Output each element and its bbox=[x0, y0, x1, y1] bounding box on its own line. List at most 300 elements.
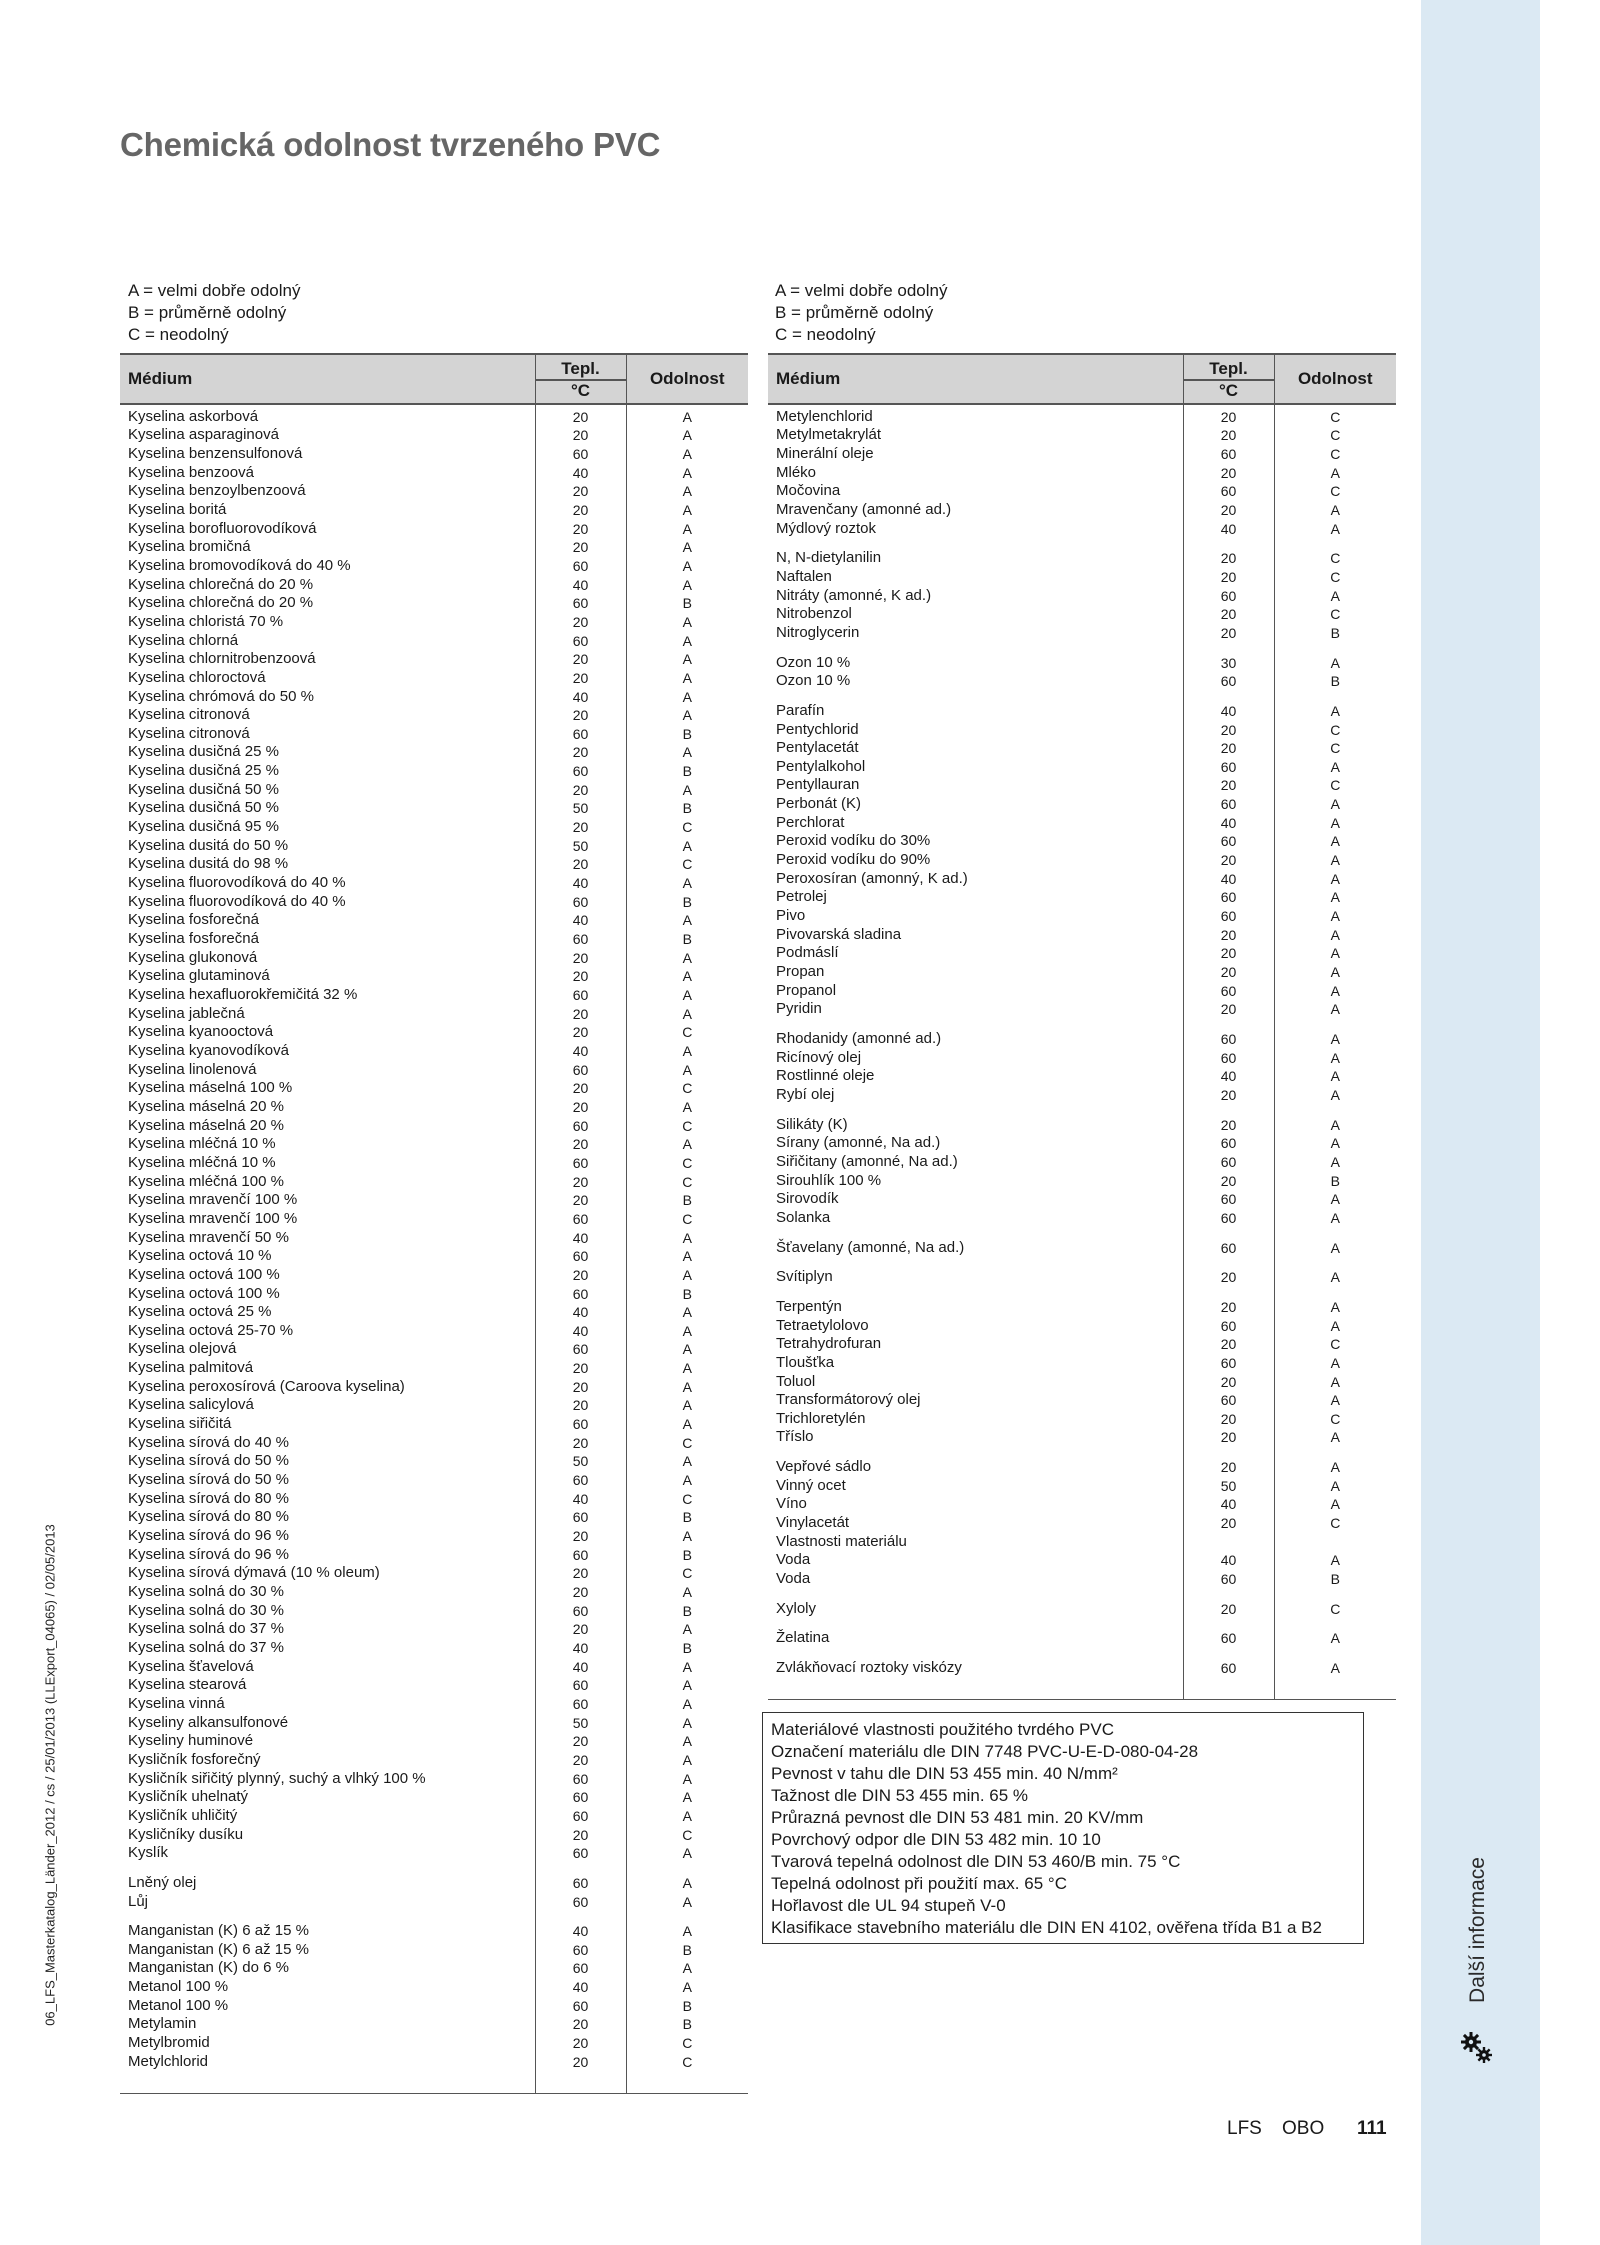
empty-cell bbox=[626, 2069, 748, 2094]
resistance-cell: A bbox=[1274, 942, 1396, 961]
table-row bbox=[120, 1170, 748, 1189]
medium-name: Kyselina askorbová bbox=[128, 407, 259, 424]
temperature-cell: 60 bbox=[535, 1543, 626, 1562]
medium-cell bbox=[120, 815, 535, 834]
medium-cell bbox=[120, 461, 535, 480]
medium-cell bbox=[768, 603, 1183, 622]
medium-cell bbox=[768, 1351, 1183, 1370]
medium-cell bbox=[768, 621, 1183, 640]
medium-cell bbox=[120, 797, 535, 816]
medium-cell bbox=[768, 1444, 1183, 1455]
medium-name: Peroxid vodíku do 90% bbox=[776, 851, 931, 868]
column-header-medium: Médium bbox=[120, 354, 535, 404]
footer-brand-obo: OBO bbox=[1282, 2118, 1325, 2139]
medium-name: Kyselina dusitá do 98 % bbox=[128, 855, 289, 872]
resistance-cell: A bbox=[626, 1468, 748, 1487]
table-row bbox=[120, 927, 748, 946]
table-row bbox=[768, 1236, 1396, 1255]
temperature-cell: 20 bbox=[1183, 1370, 1274, 1389]
table-row bbox=[768, 1474, 1396, 1493]
temperature-cell: 60 bbox=[535, 1207, 626, 1226]
temperature-cell: 20 bbox=[535, 2013, 626, 2032]
table-row bbox=[768, 1046, 1396, 1065]
empty-cell bbox=[1183, 1675, 1274, 1700]
temperature-cell: 40 bbox=[1183, 699, 1274, 718]
resistance-cell: A bbox=[626, 404, 748, 424]
temperature-cell: 20 bbox=[535, 666, 626, 685]
property-line: Tažnost dle DIN 53 455 min. 65 % bbox=[771, 1786, 1029, 1805]
table-row bbox=[768, 886, 1396, 905]
medium-cell bbox=[120, 1636, 535, 1655]
temperature-cell: 20 bbox=[535, 1095, 626, 1114]
table-row bbox=[768, 942, 1396, 961]
medium-cell bbox=[120, 554, 535, 573]
medium-cell bbox=[768, 792, 1183, 811]
temperature-cell: 20 bbox=[535, 498, 626, 517]
resistance-cell: A bbox=[1274, 1370, 1396, 1389]
column-header-unit: °C bbox=[535, 380, 626, 404]
medium-cell bbox=[120, 1207, 535, 1226]
medium-name: Mýdlový roztok bbox=[776, 519, 877, 536]
side-print-info: 06_LFS_Masterkatalog_Länder_2012 / cs / 25/01/2013 (LLExport_04065) / 02/05/2013 bbox=[42, 1524, 58, 2026]
medium-name: Nitráty (amonné, K ad.) bbox=[776, 586, 932, 603]
table-row bbox=[120, 1151, 748, 1170]
temperature-cell: 60 bbox=[535, 1692, 626, 1711]
resistance-cell: A bbox=[1274, 584, 1396, 603]
medium-cell bbox=[768, 547, 1183, 566]
medium-name: Silikáty (K) bbox=[776, 1115, 848, 1132]
property-line: Tvarová tepelná odolnost dle DIN 53 460/B min. 75 °C bbox=[771, 1852, 1181, 1871]
medium-name: Perchlorat bbox=[776, 813, 845, 830]
legend-c: C = neodolný bbox=[775, 325, 876, 344]
medium-name: Kysličník siřičitý plynný, suchý a vlhký 100 % bbox=[128, 1769, 426, 1786]
temperature-cell: 20 bbox=[1183, 1455, 1274, 1474]
temperature-cell: 20 bbox=[535, 2050, 626, 2069]
resistance-cell: A bbox=[626, 480, 748, 499]
resistance-cell: C bbox=[1274, 737, 1396, 756]
table-row bbox=[768, 1132, 1396, 1151]
medium-cell bbox=[120, 1487, 535, 1506]
temperature-cell: 50 bbox=[535, 797, 626, 816]
medium-cell bbox=[120, 1909, 535, 1920]
medium-name: Kyselina siřičitá bbox=[128, 1415, 232, 1432]
resistance-cell: A bbox=[626, 1301, 748, 1320]
property-line: Hořlavost dle UL 94 stupeň V-0 bbox=[771, 1896, 1006, 1915]
temperature-cell: 60 bbox=[1183, 1236, 1274, 1255]
temperature-cell bbox=[1183, 1444, 1274, 1455]
table-row bbox=[120, 1804, 748, 1823]
temperature-cell bbox=[535, 1909, 626, 1920]
resistance-cell: A bbox=[1274, 1455, 1396, 1474]
medium-name: Pivovarská sladina bbox=[776, 925, 902, 942]
medium-name: Kyselina kyanovodíková bbox=[128, 1041, 289, 1058]
medium-name: Mravenčany (amonné ad.) bbox=[776, 500, 952, 517]
medium-name: Kyselina benzensulfonová bbox=[128, 444, 303, 461]
resistance-cell: B bbox=[626, 1282, 748, 1301]
temperature-cell: 20 bbox=[535, 1580, 626, 1599]
medium-cell bbox=[120, 1338, 535, 1357]
medium-cell bbox=[120, 1655, 535, 1674]
medium-cell bbox=[768, 461, 1183, 480]
table-row bbox=[120, 666, 748, 685]
medium-cell bbox=[120, 1804, 535, 1823]
table-spacer-row bbox=[768, 1645, 1396, 1656]
temperature-cell bbox=[1183, 1255, 1274, 1266]
resistance-cell: A bbox=[626, 1786, 748, 1805]
page-title: Chemická odolnost tvrzeného PVC bbox=[120, 126, 661, 163]
temperature-cell: 60 bbox=[535, 554, 626, 573]
temperature-cell: 60 bbox=[535, 1994, 626, 2013]
temperature-cell: 60 bbox=[1183, 792, 1274, 811]
resistance-cell: A bbox=[1274, 1627, 1396, 1646]
temperature-cell: 20 bbox=[535, 1375, 626, 1394]
table-row bbox=[768, 1188, 1396, 1207]
table-row bbox=[120, 1356, 748, 1375]
medium-name: Močovina bbox=[776, 482, 841, 499]
medium-cell bbox=[120, 1506, 535, 1525]
resistance-cell bbox=[1274, 536, 1396, 547]
medium-cell bbox=[768, 1616, 1183, 1627]
medium-cell bbox=[120, 404, 535, 424]
medium-cell bbox=[120, 834, 535, 853]
temperature-cell: 60 bbox=[535, 592, 626, 611]
column-header-resistance: Odolnost bbox=[1274, 354, 1396, 404]
table-row bbox=[120, 853, 748, 872]
empty-cell bbox=[768, 1675, 1183, 1700]
medium-name: Rhodanidy (amonné ad.) bbox=[776, 1030, 942, 1046]
medium-cell bbox=[120, 1786, 535, 1805]
temperature-cell: 60 bbox=[535, 983, 626, 1002]
table-row bbox=[120, 1938, 748, 1957]
table-row bbox=[120, 1431, 748, 1450]
table-spacer-row bbox=[120, 1909, 748, 1920]
medium-cell bbox=[120, 1524, 535, 1543]
temperature-cell: 20 bbox=[535, 536, 626, 555]
resistance-cell bbox=[1274, 1225, 1396, 1236]
resistance-cell: C bbox=[626, 2050, 748, 2069]
column-header-medium: Médium bbox=[768, 354, 1183, 404]
medium-cell bbox=[120, 1450, 535, 1469]
resistance-cell: A bbox=[626, 1375, 748, 1394]
resistance-cell: A bbox=[626, 1412, 748, 1431]
temperature-cell bbox=[1183, 1616, 1274, 1627]
legend-a: A = velmi dobře odolný bbox=[775, 281, 948, 300]
resistance-cell: C bbox=[1274, 718, 1396, 737]
temperature-cell: 20 bbox=[535, 1823, 626, 1842]
medium-name: Kyselina glutaminová bbox=[128, 967, 270, 984]
medium-name: Kyselina dusičná 25 % bbox=[128, 762, 279, 779]
table-row bbox=[120, 1994, 748, 2013]
table-row bbox=[768, 774, 1396, 793]
medium-cell bbox=[768, 651, 1183, 670]
table-row bbox=[768, 461, 1396, 480]
medium-cell bbox=[120, 722, 535, 741]
medium-cell bbox=[768, 904, 1183, 923]
temperature-cell bbox=[1183, 1530, 1274, 1549]
medium-name: Kyselina dusičná 25 % bbox=[128, 743, 279, 760]
table-row bbox=[120, 1226, 748, 1245]
temperature-cell: 20 bbox=[535, 404, 626, 424]
medium-name: Tetraetylolovo bbox=[776, 1316, 869, 1333]
empty-cell bbox=[1274, 1675, 1396, 1700]
medium-name: Kyslík bbox=[128, 1844, 169, 1861]
medium-name: Kyselina palmitová bbox=[128, 1359, 254, 1376]
temperature-cell: 60 bbox=[1183, 979, 1274, 998]
resistance-cell: A bbox=[626, 1039, 748, 1058]
medium-name: Sírany (amonné, Na ad.) bbox=[776, 1134, 941, 1151]
medium-cell bbox=[120, 424, 535, 443]
medium-name: Víno bbox=[776, 1495, 807, 1512]
resistance-cell bbox=[626, 1860, 748, 1871]
table-row bbox=[120, 1524, 748, 1543]
table-row bbox=[120, 778, 748, 797]
resistance-cell: A bbox=[626, 1748, 748, 1767]
medium-cell bbox=[768, 1255, 1183, 1266]
resistance-cell: A bbox=[1274, 517, 1396, 536]
medium-cell bbox=[768, 1113, 1183, 1132]
material-properties-box bbox=[762, 1712, 1364, 1944]
resistance-cell: A bbox=[626, 1338, 748, 1357]
temperature-cell: 60 bbox=[1183, 1206, 1274, 1225]
table-row bbox=[768, 1455, 1396, 1474]
medium-cell bbox=[120, 1938, 535, 1957]
medium-name: Metylamin bbox=[128, 2015, 197, 2032]
medium-cell bbox=[120, 1282, 535, 1301]
medium-cell bbox=[120, 1189, 535, 1208]
table-row bbox=[768, 867, 1396, 886]
resistance-cell: C bbox=[1274, 547, 1396, 566]
resistance-cell: A bbox=[626, 778, 748, 797]
table-row bbox=[768, 1530, 1396, 1549]
resistance-cell: A bbox=[626, 1842, 748, 1861]
table-row bbox=[120, 1655, 748, 1674]
table-spacer-row bbox=[768, 1225, 1396, 1236]
medium-name: Naftalen bbox=[776, 567, 832, 584]
table-row bbox=[120, 573, 748, 592]
medium-cell bbox=[768, 1284, 1183, 1295]
temperature-cell: 40 bbox=[535, 1487, 626, 1506]
medium-name: Sirovodík bbox=[776, 1190, 839, 1207]
resistance-cell: A bbox=[626, 1920, 748, 1939]
resistance-cell: C bbox=[1274, 603, 1396, 622]
medium-name: Kyselina citronová bbox=[128, 724, 250, 741]
medium-name: Perbonát (K) bbox=[776, 795, 862, 812]
table-row bbox=[120, 1468, 748, 1487]
table-row bbox=[768, 621, 1396, 640]
resistance-cell: C bbox=[1274, 1333, 1396, 1352]
table-row bbox=[768, 651, 1396, 670]
resistance-cell: A bbox=[626, 424, 748, 443]
resistance-cell bbox=[1274, 688, 1396, 699]
resistance-cell: B bbox=[1274, 1169, 1396, 1188]
medium-cell bbox=[768, 1549, 1183, 1568]
legend-right bbox=[775, 280, 947, 346]
resistance-cell: A bbox=[626, 1975, 748, 1994]
medium-name: Kyselina asparaginová bbox=[128, 426, 279, 443]
resistance-cell: A bbox=[626, 442, 748, 461]
temperature-cell: 20 bbox=[535, 1394, 626, 1413]
medium-cell bbox=[768, 1627, 1183, 1646]
resistance-cell: A bbox=[626, 1245, 748, 1264]
medium-name: Svítiplyn bbox=[776, 1268, 833, 1285]
medium-name: Lněný olej bbox=[128, 1873, 197, 1890]
medium-cell bbox=[120, 1170, 535, 1189]
resistance-cell: B bbox=[626, 1994, 748, 2013]
temperature-cell: 20 bbox=[535, 517, 626, 536]
medium-name: Siřičitany (amonné, Na ad.) bbox=[776, 1152, 958, 1169]
medium-cell bbox=[120, 1618, 535, 1637]
resistance-cell: C bbox=[626, 1823, 748, 1842]
resistance-cell bbox=[1274, 1102, 1396, 1113]
temperature-cell: 40 bbox=[535, 573, 626, 592]
temperature-cell: 20 bbox=[535, 480, 626, 499]
table-row bbox=[120, 1506, 748, 1525]
resistance-cell: A bbox=[1274, 461, 1396, 480]
table-spacer-row bbox=[768, 1284, 1396, 1295]
temperature-cell: 60 bbox=[1183, 1027, 1274, 1046]
temperature-cell: 20 bbox=[1183, 1266, 1274, 1285]
resistance-cell: A bbox=[1274, 1426, 1396, 1445]
property-line: Označení materiálu dle DIN 7748 PVC-U-E-D-080-04-28 bbox=[771, 1742, 1199, 1761]
resistance-cell: A bbox=[1274, 1150, 1396, 1169]
temperature-cell bbox=[1183, 1016, 1274, 1027]
medium-name: Mléko bbox=[776, 463, 817, 480]
medium-cell bbox=[120, 1842, 535, 1861]
table-row bbox=[120, 1282, 748, 1301]
temperature-cell: 20 bbox=[535, 424, 626, 443]
medium-name: Metylbromid bbox=[128, 2034, 210, 2051]
table-spacer-row bbox=[768, 1586, 1396, 1597]
table-row bbox=[120, 1412, 748, 1431]
temperature-cell: 20 bbox=[1183, 1426, 1274, 1445]
medium-cell bbox=[120, 1748, 535, 1767]
medium-name: Tříslo bbox=[776, 1428, 814, 1445]
resistance-cell: B bbox=[626, 1938, 748, 1957]
medium-name: Kyselina borofluorovodíková bbox=[128, 519, 317, 536]
medium-name: Kyselina bromičná bbox=[128, 538, 251, 555]
table-row bbox=[768, 1549, 1396, 1568]
table-row bbox=[120, 1394, 748, 1413]
resistance-cell: B bbox=[1274, 1567, 1396, 1586]
temperature-cell: 60 bbox=[1183, 1656, 1274, 1675]
medium-name: Vinylacetát bbox=[776, 1514, 850, 1531]
temperature-cell: 20 bbox=[1183, 1083, 1274, 1102]
medium-cell bbox=[120, 666, 535, 685]
medium-name: Kyselina fosforečná bbox=[128, 930, 259, 947]
medium-name: Trichloretylén bbox=[776, 1409, 866, 1426]
medium-cell bbox=[120, 853, 535, 872]
legend-b: B = průměrně odolný bbox=[775, 303, 934, 322]
medium-name: Kyselina dusičná 50 % bbox=[128, 780, 279, 797]
medium-name: Kyselina dusitá do 50 % bbox=[128, 836, 289, 853]
table-row bbox=[120, 983, 748, 1002]
table-row bbox=[768, 1065, 1396, 1084]
resistance-cell: A bbox=[626, 666, 748, 685]
resistance-cell: C bbox=[1274, 774, 1396, 793]
table-row bbox=[120, 1711, 748, 1730]
temperature-cell bbox=[1183, 536, 1274, 547]
medium-cell bbox=[768, 960, 1183, 979]
medium-cell bbox=[768, 1645, 1183, 1656]
table-row bbox=[120, 834, 748, 853]
temperature-cell: 20 bbox=[535, 1356, 626, 1375]
temperature-cell: 60 bbox=[535, 1767, 626, 1786]
temperature-cell: 40 bbox=[535, 1319, 626, 1338]
medium-cell bbox=[768, 1511, 1183, 1530]
medium-cell bbox=[768, 1065, 1183, 1084]
medium-cell bbox=[768, 1083, 1183, 1102]
medium-cell bbox=[768, 404, 1183, 424]
temperature-cell: 60 bbox=[535, 1842, 626, 1861]
resistance-cell: A bbox=[626, 1263, 748, 1282]
resistance-cell: A bbox=[1274, 811, 1396, 830]
medium-cell bbox=[120, 2013, 535, 2032]
temperature-cell: 20 bbox=[535, 853, 626, 872]
medium-name: Zvlákňovací roztoky viskózy bbox=[776, 1659, 962, 1676]
medium-cell bbox=[768, 1455, 1183, 1474]
medium-cell bbox=[120, 1468, 535, 1487]
table-row bbox=[120, 1263, 748, 1282]
medium-name: Želatina bbox=[776, 1629, 830, 1646]
medium-cell bbox=[120, 946, 535, 965]
table-row bbox=[120, 2031, 748, 2050]
medium-cell bbox=[120, 1711, 535, 1730]
medium-name: Kyselina citronová bbox=[128, 706, 250, 723]
temperature-cell: 60 bbox=[535, 629, 626, 648]
medium-name: Kyselina fluorovodíková do 40 % bbox=[128, 874, 346, 891]
temperature-cell: 60 bbox=[535, 1058, 626, 1077]
column-header-tepl: Tepl. bbox=[535, 354, 626, 380]
table-row bbox=[120, 1562, 748, 1581]
temperature-cell: 40 bbox=[1183, 867, 1274, 886]
resistance-cell: A bbox=[1274, 1295, 1396, 1314]
table-row bbox=[120, 1189, 748, 1208]
resistance-cell: A bbox=[1274, 1188, 1396, 1207]
temperature-cell: 60 bbox=[1183, 1150, 1274, 1169]
medium-name: Kyselina chlornitrobenzoová bbox=[128, 650, 316, 667]
temperature-cell: 60 bbox=[535, 1957, 626, 1976]
temperature-cell: 40 bbox=[535, 685, 626, 704]
temperature-cell: 50 bbox=[535, 1711, 626, 1730]
resistance-cell bbox=[1274, 1255, 1396, 1266]
medium-cell bbox=[768, 718, 1183, 737]
medium-name: Metanol 100 % bbox=[128, 1978, 229, 1995]
temperature-cell: 60 bbox=[1183, 1389, 1274, 1408]
table-row bbox=[768, 830, 1396, 849]
table-row bbox=[768, 1597, 1396, 1616]
resistance-cell: A bbox=[626, 629, 748, 648]
temperature-cell: 20 bbox=[535, 2031, 626, 2050]
temperature-cell: 60 bbox=[535, 1674, 626, 1693]
medium-name: Kysličník fosforečný bbox=[128, 1750, 261, 1767]
medium-cell bbox=[768, 1530, 1183, 1549]
table-row bbox=[120, 480, 748, 499]
resistance-cell: C bbox=[1274, 480, 1396, 499]
temperature-cell: 20 bbox=[535, 1189, 626, 1208]
medium-cell bbox=[768, 1046, 1183, 1065]
table-row bbox=[120, 1487, 748, 1506]
medium-name: Kyselina sírová do 50 % bbox=[128, 1471, 289, 1488]
medium-cell bbox=[120, 1692, 535, 1711]
resistance-cell: A bbox=[626, 871, 748, 890]
temperature-cell: 60 bbox=[535, 1871, 626, 1890]
medium-name: Kyselina benzoylbenzoová bbox=[128, 482, 306, 499]
medium-name: Metylmetakrylát bbox=[776, 426, 882, 443]
temperature-cell: 20 bbox=[535, 648, 626, 667]
medium-cell bbox=[120, 1562, 535, 1581]
resistance-cell: A bbox=[1274, 1236, 1396, 1255]
temperature-cell: 60 bbox=[1183, 480, 1274, 499]
